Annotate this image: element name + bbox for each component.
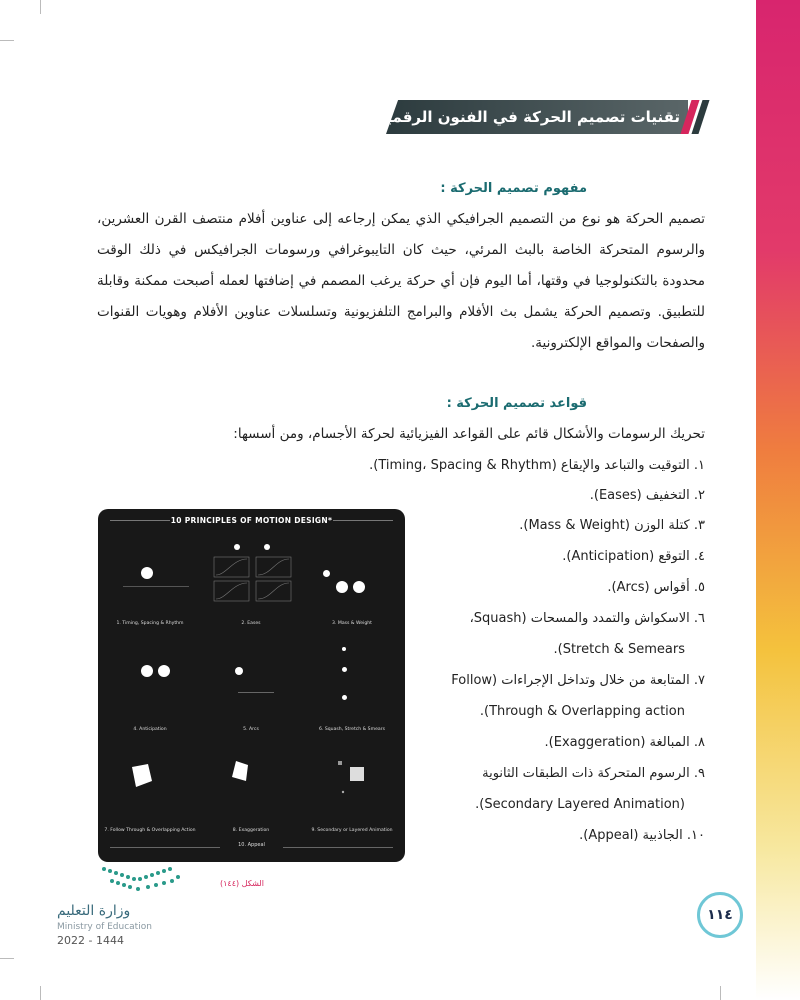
arc-line	[238, 692, 274, 693]
list-item-continued: Stretch & Semears).	[553, 642, 685, 657]
list-item	[451, 673, 705, 688]
list-item	[607, 580, 705, 595]
crop-mark	[40, 0, 41, 14]
item-text: كتلة الوزن (Mass & Weight).	[519, 518, 690, 533]
item-number: ١.	[693, 458, 705, 473]
list-item	[519, 518, 705, 533]
rules-intro: تحريك الرسومات والأشكال قائم على القواعد الفيزيائية لحركة الأجسام، ومن أسسها:	[233, 426, 705, 442]
item-text: المتابعة من خلال وتداخل الإجراءات (Follow	[451, 673, 690, 688]
ball-icon	[342, 667, 347, 672]
ball-icon	[264, 544, 270, 550]
ball-icon	[141, 665, 153, 677]
ball-icon	[342, 695, 347, 700]
ball-icon	[158, 665, 170, 677]
item-number: ٧.	[693, 673, 705, 688]
list-item	[482, 766, 705, 781]
section-header	[371, 100, 704, 134]
color-strip	[756, 0, 800, 1000]
follow-through-shape	[126, 761, 156, 791]
item-text: الجاذبية (Appeal).	[579, 828, 683, 843]
ministry-name-arabic: وزارة التعليم	[57, 903, 131, 919]
ball-icon	[235, 667, 243, 675]
principle-label: 4. Anticipation	[133, 727, 167, 732]
exaggeration-shape	[228, 757, 258, 787]
principle-label: 5. Arcs	[243, 727, 259, 732]
ball-icon	[141, 567, 153, 579]
principle-label: 8. Exaggeration	[232, 828, 270, 833]
spacing-line	[123, 586, 189, 587]
list-item	[369, 458, 705, 473]
ease-curves-graphic	[211, 554, 296, 604]
item-number: ٨.	[693, 735, 705, 750]
principle-label: 1. Timing, Spacing & Rhythm	[116, 621, 184, 626]
ball-icon	[342, 647, 346, 651]
principle-label: 2. Eases	[241, 621, 261, 626]
item-number: ١٠.	[686, 828, 705, 843]
ministry-logo-icon	[98, 863, 184, 899]
principle-label: 6. Squash, Stretch & Smears	[318, 727, 385, 732]
item-text: المبالغة (Exaggeration).	[544, 735, 690, 750]
item-number: ٥.	[693, 580, 705, 595]
secondary-animation-shape	[328, 757, 378, 807]
rules-heading: قواعد تصميم الحركة :	[446, 396, 587, 411]
crop-mark	[720, 986, 721, 1000]
ball-icon	[323, 570, 330, 577]
page-number: ١١٤	[697, 892, 743, 938]
ball-icon	[234, 544, 240, 550]
ball-icon	[336, 581, 348, 593]
list-item	[590, 488, 705, 503]
rules-list	[369, 450, 705, 860]
list-item-continued: (Secondary Layered Animation).	[475, 797, 685, 812]
list-item	[545, 735, 705, 750]
figure-caption: الشكل (١٤٤)	[220, 879, 264, 888]
item-number: ٣.	[693, 518, 705, 533]
figure-title: 10 PRINCIPLES OF MOTION DESIGN*	[170, 516, 333, 525]
ball-icon	[353, 581, 365, 593]
list-item	[579, 828, 705, 843]
item-text: أقواس (Arcs).	[607, 580, 690, 595]
item-text: الاسكواش والتمدد والمسحات (Squash،	[469, 611, 690, 626]
item-text: التوقيت والتباعد والإيقاع (Timing، Spacing & Rhythm).	[369, 458, 690, 473]
section-title: تقنيات تصميم الحركة في الفنون الرقمية:	[371, 108, 680, 126]
item-number: ٢.	[693, 488, 705, 503]
item-text: التخفيف (Eases).	[589, 488, 690, 503]
concept-heading: مفهوم تصميم الحركة :	[440, 181, 587, 196]
list-item	[562, 549, 705, 564]
motion-principles-figure	[98, 509, 405, 862]
item-number: ٦.	[693, 611, 705, 626]
item-text: الرسوم المتحركة ذات الطبقات الثانوية	[482, 766, 690, 781]
crop-mark	[40, 986, 41, 1000]
edition-year: 2022 - 1444	[57, 934, 124, 947]
item-text: التوقع (Anticipation).	[562, 549, 690, 564]
list-item-continued: Through & Overlapping action).	[479, 704, 685, 719]
principle-label: 9. Secondary or Layered Animation	[311, 828, 393, 833]
principle-label: 7. Follow Through & Overlapping Action	[104, 828, 196, 833]
item-number: ٩.	[693, 766, 705, 781]
principle-label: 3. Mass & Weight	[332, 621, 372, 626]
item-number: ٤.	[693, 549, 705, 564]
crop-mark	[0, 958, 14, 959]
list-item	[470, 611, 705, 626]
concept-paragraph: تصميم الحركة هو نوع من التصميم الجرافيكي الذي يمكن إرجاعه إلى عناوين أفلام منتصف القرن العشرين، والرسوم المتحركة الخاصة بالبث المرئي، حيث كان التايبوغرافي ورسومات الجرافيكس في ذلك الوقت محدودة بالتكنولوجيا في وقتها، أما اليوم فإن أي حركة يرغب المصمم في إضافتها لعمله أصبحت ممكنة وقابلة للتطبيق. وتصميم الحركة يشمل بث الأفلام والبرامج التلفزيونية وتسلسلات عناوين الأفلام وهويات القنوات والصفحات والمواقع الإلكترونية.	[97, 211, 705, 351]
crop-mark	[0, 40, 14, 41]
ministry-name-english: Ministry of Education	[57, 922, 152, 932]
principle-label: 10. Appeal	[238, 842, 265, 848]
